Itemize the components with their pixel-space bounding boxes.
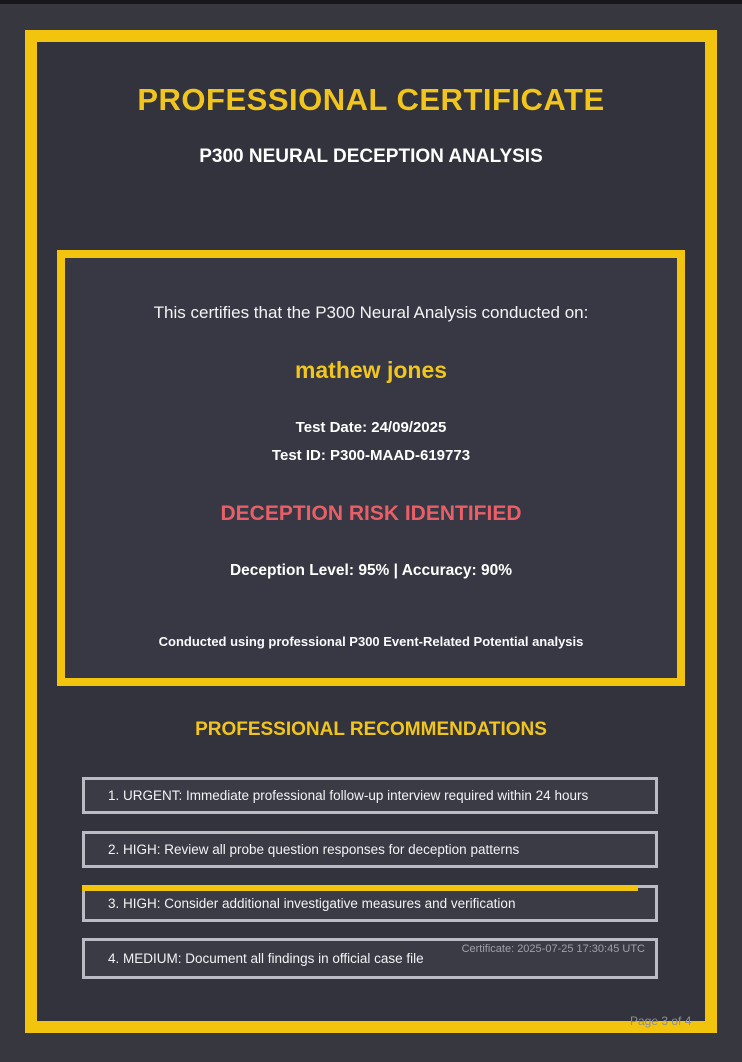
deception-metrics: Deception Level: 95% | Accuracy: 90%	[229, 562, 513, 579]
top-dark-strip	[0, 0, 742, 4]
recommendation-item-2	[82, 831, 658, 868]
test-date: Test Date: 24/09/2025	[295, 419, 447, 436]
recommendation-item-4	[82, 938, 658, 979]
method-note: Conducted using professional P300 Event-Related Potential analysis	[158, 634, 584, 649]
certifies-statement: This certifies that the P300 Neural Analysis conducted on:	[153, 303, 589, 322]
recommendation-text: 1. URGENT: Immediate professional follow-up interview required within 24 hours	[108, 788, 589, 803]
recommendation-text: 3. HIGH: Consider additional investigative measures and verification	[108, 896, 516, 911]
page-subtitle: P300 NEURAL DECEPTION ANALYSIS	[199, 146, 543, 167]
recommendation-text: 4. MEDIUM: Document all findings in official case file	[108, 951, 424, 966]
risk-status-heading: DECEPTION RISK IDENTIFIED	[220, 502, 522, 525]
page-title: PROFESSIONAL CERTIFICATE	[137, 82, 605, 117]
certificate-inner-box	[57, 250, 685, 686]
recommendations-heading: PROFESSIONAL RECOMMENDATIONS	[195, 719, 547, 740]
certificate-outer-frame	[25, 30, 717, 1033]
certificate-timestamp: Certificate: 2025-07-25 17:30:45 UTC	[461, 943, 645, 955]
recommendation-item-1	[82, 777, 658, 814]
recommendation-item-3	[82, 885, 658, 922]
recommendation-text: 2. HIGH: Review all probe question responses for deception patterns	[108, 842, 520, 857]
test-id: Test ID: P300-MAAD-619773	[271, 447, 471, 464]
subject-name: mathew jones	[294, 357, 448, 383]
page-number: Page 3 of 4	[630, 1014, 692, 1028]
yellow-divider-stripe	[82, 885, 638, 891]
